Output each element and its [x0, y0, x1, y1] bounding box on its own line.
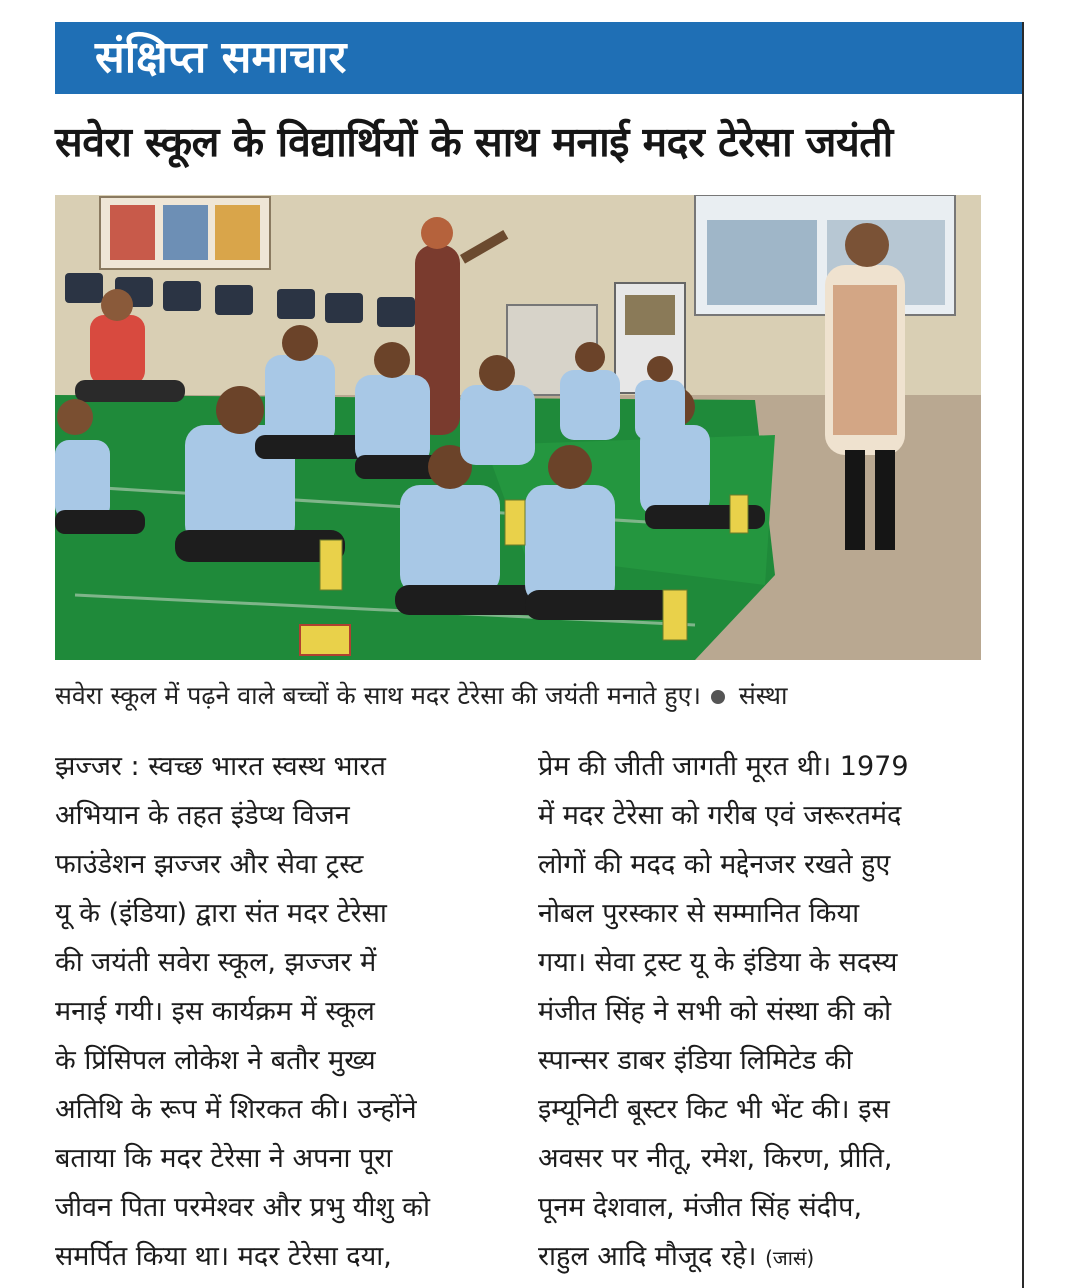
- article-line: राहुल आदि मौजूद रहे।: [538, 1241, 757, 1272]
- caption-credit: संस्था: [738, 681, 788, 710]
- article-line: अभियान के तहत इंडेप्थ विजन: [55, 800, 350, 831]
- article-line: नोबल पुरस्कार से सम्मानित किया: [538, 898, 860, 929]
- byline: (जासं): [765, 1246, 815, 1270]
- article-line: इम्यूनिटी बूस्टर किट भी भेंट की। इस: [538, 1094, 890, 1125]
- article-line: मनाई गयी। इस कार्यक्रम में स्कूल: [55, 996, 375, 1027]
- article-line: बताया कि मदर टेरेसा ने अपना पूरा: [55, 1143, 393, 1174]
- news-photo: [55, 195, 981, 660]
- article-last-line: [538, 1232, 993, 1281]
- article-line: झज्जर : स्वच्छ भारत स्वस्थ भारत: [55, 751, 386, 782]
- article-line: में मदर टेरेसा को गरीब एवं जरूरतमंद: [538, 800, 902, 831]
- article-line: अतिथि के रूप में शिरकत की। उन्होंने: [55, 1094, 417, 1125]
- bullet-icon: [711, 690, 725, 704]
- article-line: गया। सेवा ट्रस्ट यू के इंडिया के सदस्य: [538, 947, 898, 978]
- article-line: फाउंडेशन झज्जर और सेवा ट्रस्ट: [55, 849, 364, 880]
- photo-caption: [55, 676, 1015, 716]
- article-line: प्रेम की जीती जागती मूरत थी। 1979: [538, 751, 909, 782]
- article-line: पूनम देशवाल, मंजीत सिंह संदीप,: [538, 1192, 863, 1223]
- article-column-left: [55, 742, 510, 1281]
- section-title: संक्षिप्त समाचार: [95, 32, 347, 83]
- article-line: की जयंती सवेरा स्कूल, झज्जर में: [55, 947, 377, 978]
- article-line: जीवन पिता परमेश्वर और प्रभु यीशु को: [55, 1192, 431, 1223]
- article-column-right: [538, 742, 993, 1281]
- article-line: लोगों की मदद को मद्देनजर रखते हुए: [538, 849, 891, 880]
- section-band: [55, 22, 1022, 94]
- article-line: अवसर पर नीतू, रमेश, किरण, प्रीति,: [538, 1143, 893, 1174]
- article-line: समर्पित किया था। मदर टेरेसा दया,: [55, 1241, 392, 1272]
- article-line: मंजीत सिंह ने सभी को संस्था की को: [538, 996, 892, 1027]
- caption-text: सवेरा स्कूल में पढ़ने वाले बच्चों के साथ मदर टेरेसा की जयंती मनाते हुए।: [55, 681, 701, 710]
- article-line: स्पान्सर डाबर इंडिया लिमिटेड की: [538, 1045, 853, 1076]
- headline: सवेरा स्कूल के विद्यार्थियों के साथ मनाई मदर टेरेसा जयंती: [55, 118, 893, 166]
- article-line: के प्रिंसिपल लोकेश ने बतौर मुख्य: [55, 1045, 376, 1076]
- column-rule: [1022, 22, 1024, 1288]
- article-line: यू के (इंडिया) द्वारा संत मदर टेरेसा: [55, 898, 387, 929]
